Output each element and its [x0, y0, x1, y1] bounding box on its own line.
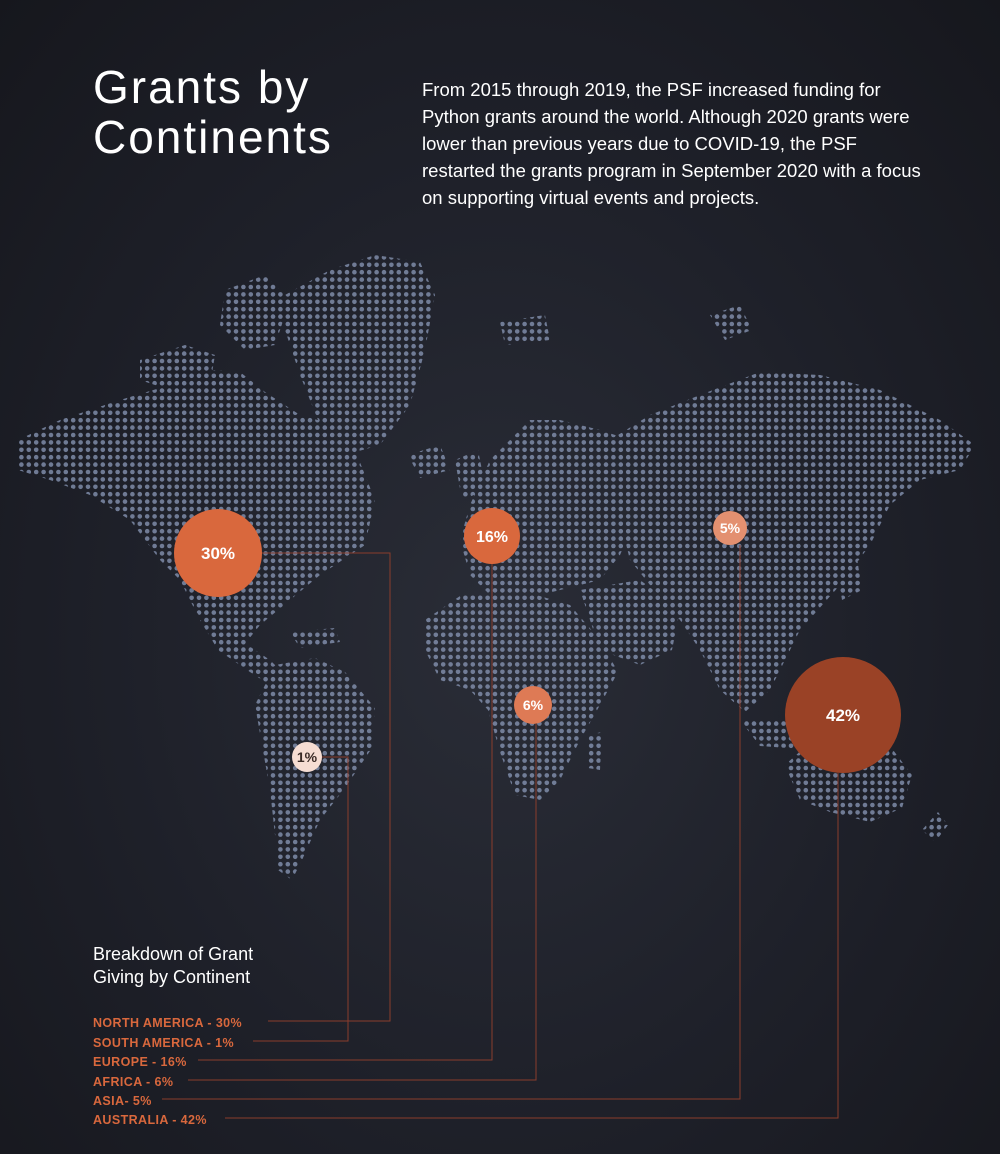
legend-item-asia: ASIA- 5% — [93, 1094, 152, 1108]
asia-bubble-label: 5% — [719, 520, 741, 537]
south-america-leader-line — [253, 757, 348, 1041]
legend-item-australia: AUSTRALIA - 42% — [93, 1113, 207, 1127]
legend-item-europe: EUROPE - 16% — [93, 1055, 187, 1069]
intro-paragraph: From 2015 through 2019, the PSF increased funding for Python grants around the world. Although 2020 grants were lower than previous years due to COVID-19, the PSF restarted the grants program in September 2020 with a focus on supporting virtual events and projects. — [422, 79, 921, 208]
africa-bubble-label: 6% — [522, 697, 544, 714]
south-america-bubble-label: 1% — [296, 749, 318, 766]
legend-item-africa: AFRICA - 6% — [93, 1075, 174, 1089]
land-dot-grid — [12, 248, 986, 889]
australia-bubble-label: 42% — [825, 706, 861, 726]
leader-lines — [162, 545, 838, 1118]
north-america-bubble-label: 30% — [200, 544, 236, 564]
breakdown-heading: Breakdown of Grant Giving by Continent — [93, 944, 254, 987]
page-title: Grants by Continents — [93, 61, 333, 163]
legend-item-north-america: NORTH AMERICA - 30% — [93, 1016, 243, 1030]
legend-item-south-america: SOUTH AMERICA - 1% — [93, 1036, 235, 1050]
europe-bubble-label: 16% — [475, 528, 509, 546]
